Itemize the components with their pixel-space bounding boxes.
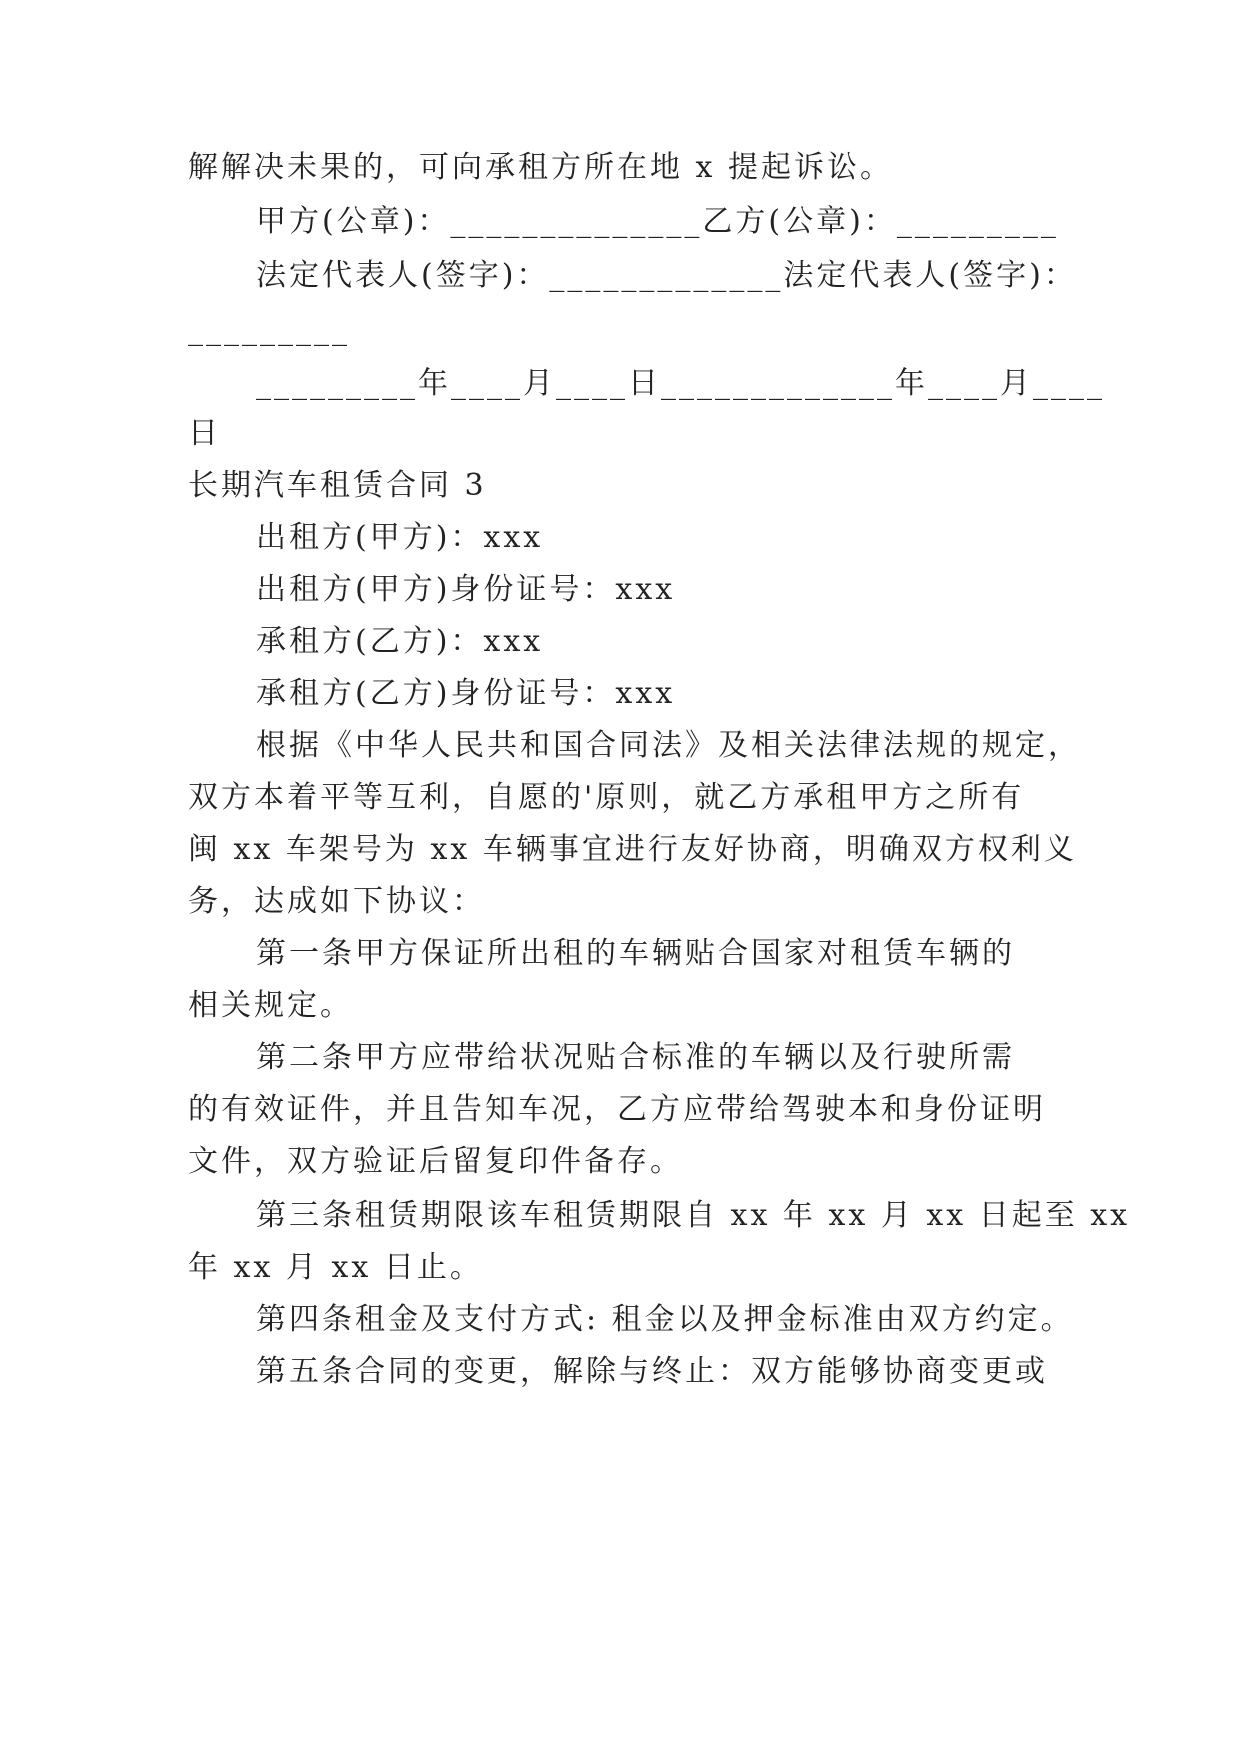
lessor-id: 出租方(甲方)身份证号：xxx — [256, 572, 676, 607]
lessor-name: 出租方(甲方)：xxx — [256, 520, 544, 555]
signature-line-representative: 法定代表人(签字)：_____________法定代表人(签字)： — [256, 258, 1077, 293]
paragraph-line: 务，达成如下协议： — [188, 884, 485, 919]
paragraph-line: 解解决未果的，可向承租方所在地 x 提起诉讼。 — [188, 150, 893, 185]
article-1: 第一条甲方保证所出租的车辆贴合国家对租赁车辆的 — [256, 936, 1015, 971]
paragraph-line: 年 xx 月 xx 日止。 — [188, 1250, 483, 1285]
signature-blank: _________ — [188, 312, 350, 347]
signature-line-seal: 甲方(公章)：______________乙方(公章)：_________ — [256, 204, 1059, 239]
date-line-end: 日 — [188, 416, 221, 451]
article-3: 第三条租赁期限该车租赁期限自 xx 年 xx 月 xx 日起至 xx — [256, 1198, 1131, 1233]
paragraph-line: 闽 xx 车架号为 xx 车辆事宜进行友好协商，明确双方权利义 — [188, 832, 1077, 867]
paragraph-line: 双方本着平等互利，自愿的'原则，就乙方承租甲方之所有 — [188, 780, 1025, 815]
lessee-name: 承租方(乙方)：xxx — [256, 624, 544, 659]
paragraph-line: 根据《中华人民共和国合同法》及相关法律法规的规定， — [256, 728, 1081, 763]
paragraph-line: 的有效证件，并且告知车况，乙方应带给驾驶本和身份证明 — [188, 1092, 1046, 1127]
paragraph-line: 相关规定。 — [188, 988, 353, 1023]
date-line: _________年____月____日_____________年____月____ — [256, 366, 1105, 401]
lessee-id: 承租方(乙方)身份证号：xxx — [256, 676, 676, 711]
article-2: 第二条甲方应带给状况贴合标准的车辆以及行驶所需 — [256, 1040, 1015, 1075]
article-4: 第四条租金及支付方式: 租金以及押金标准由双方约定。 — [256, 1302, 1074, 1337]
paragraph-line: 文件，双方验证后留复印件备存。 — [188, 1144, 683, 1179]
article-5: 第五条合同的变更，解除与终止：双方能够协商变更或 — [256, 1354, 1048, 1389]
section-title: 长期汽车租赁合同 3 — [188, 468, 487, 503]
